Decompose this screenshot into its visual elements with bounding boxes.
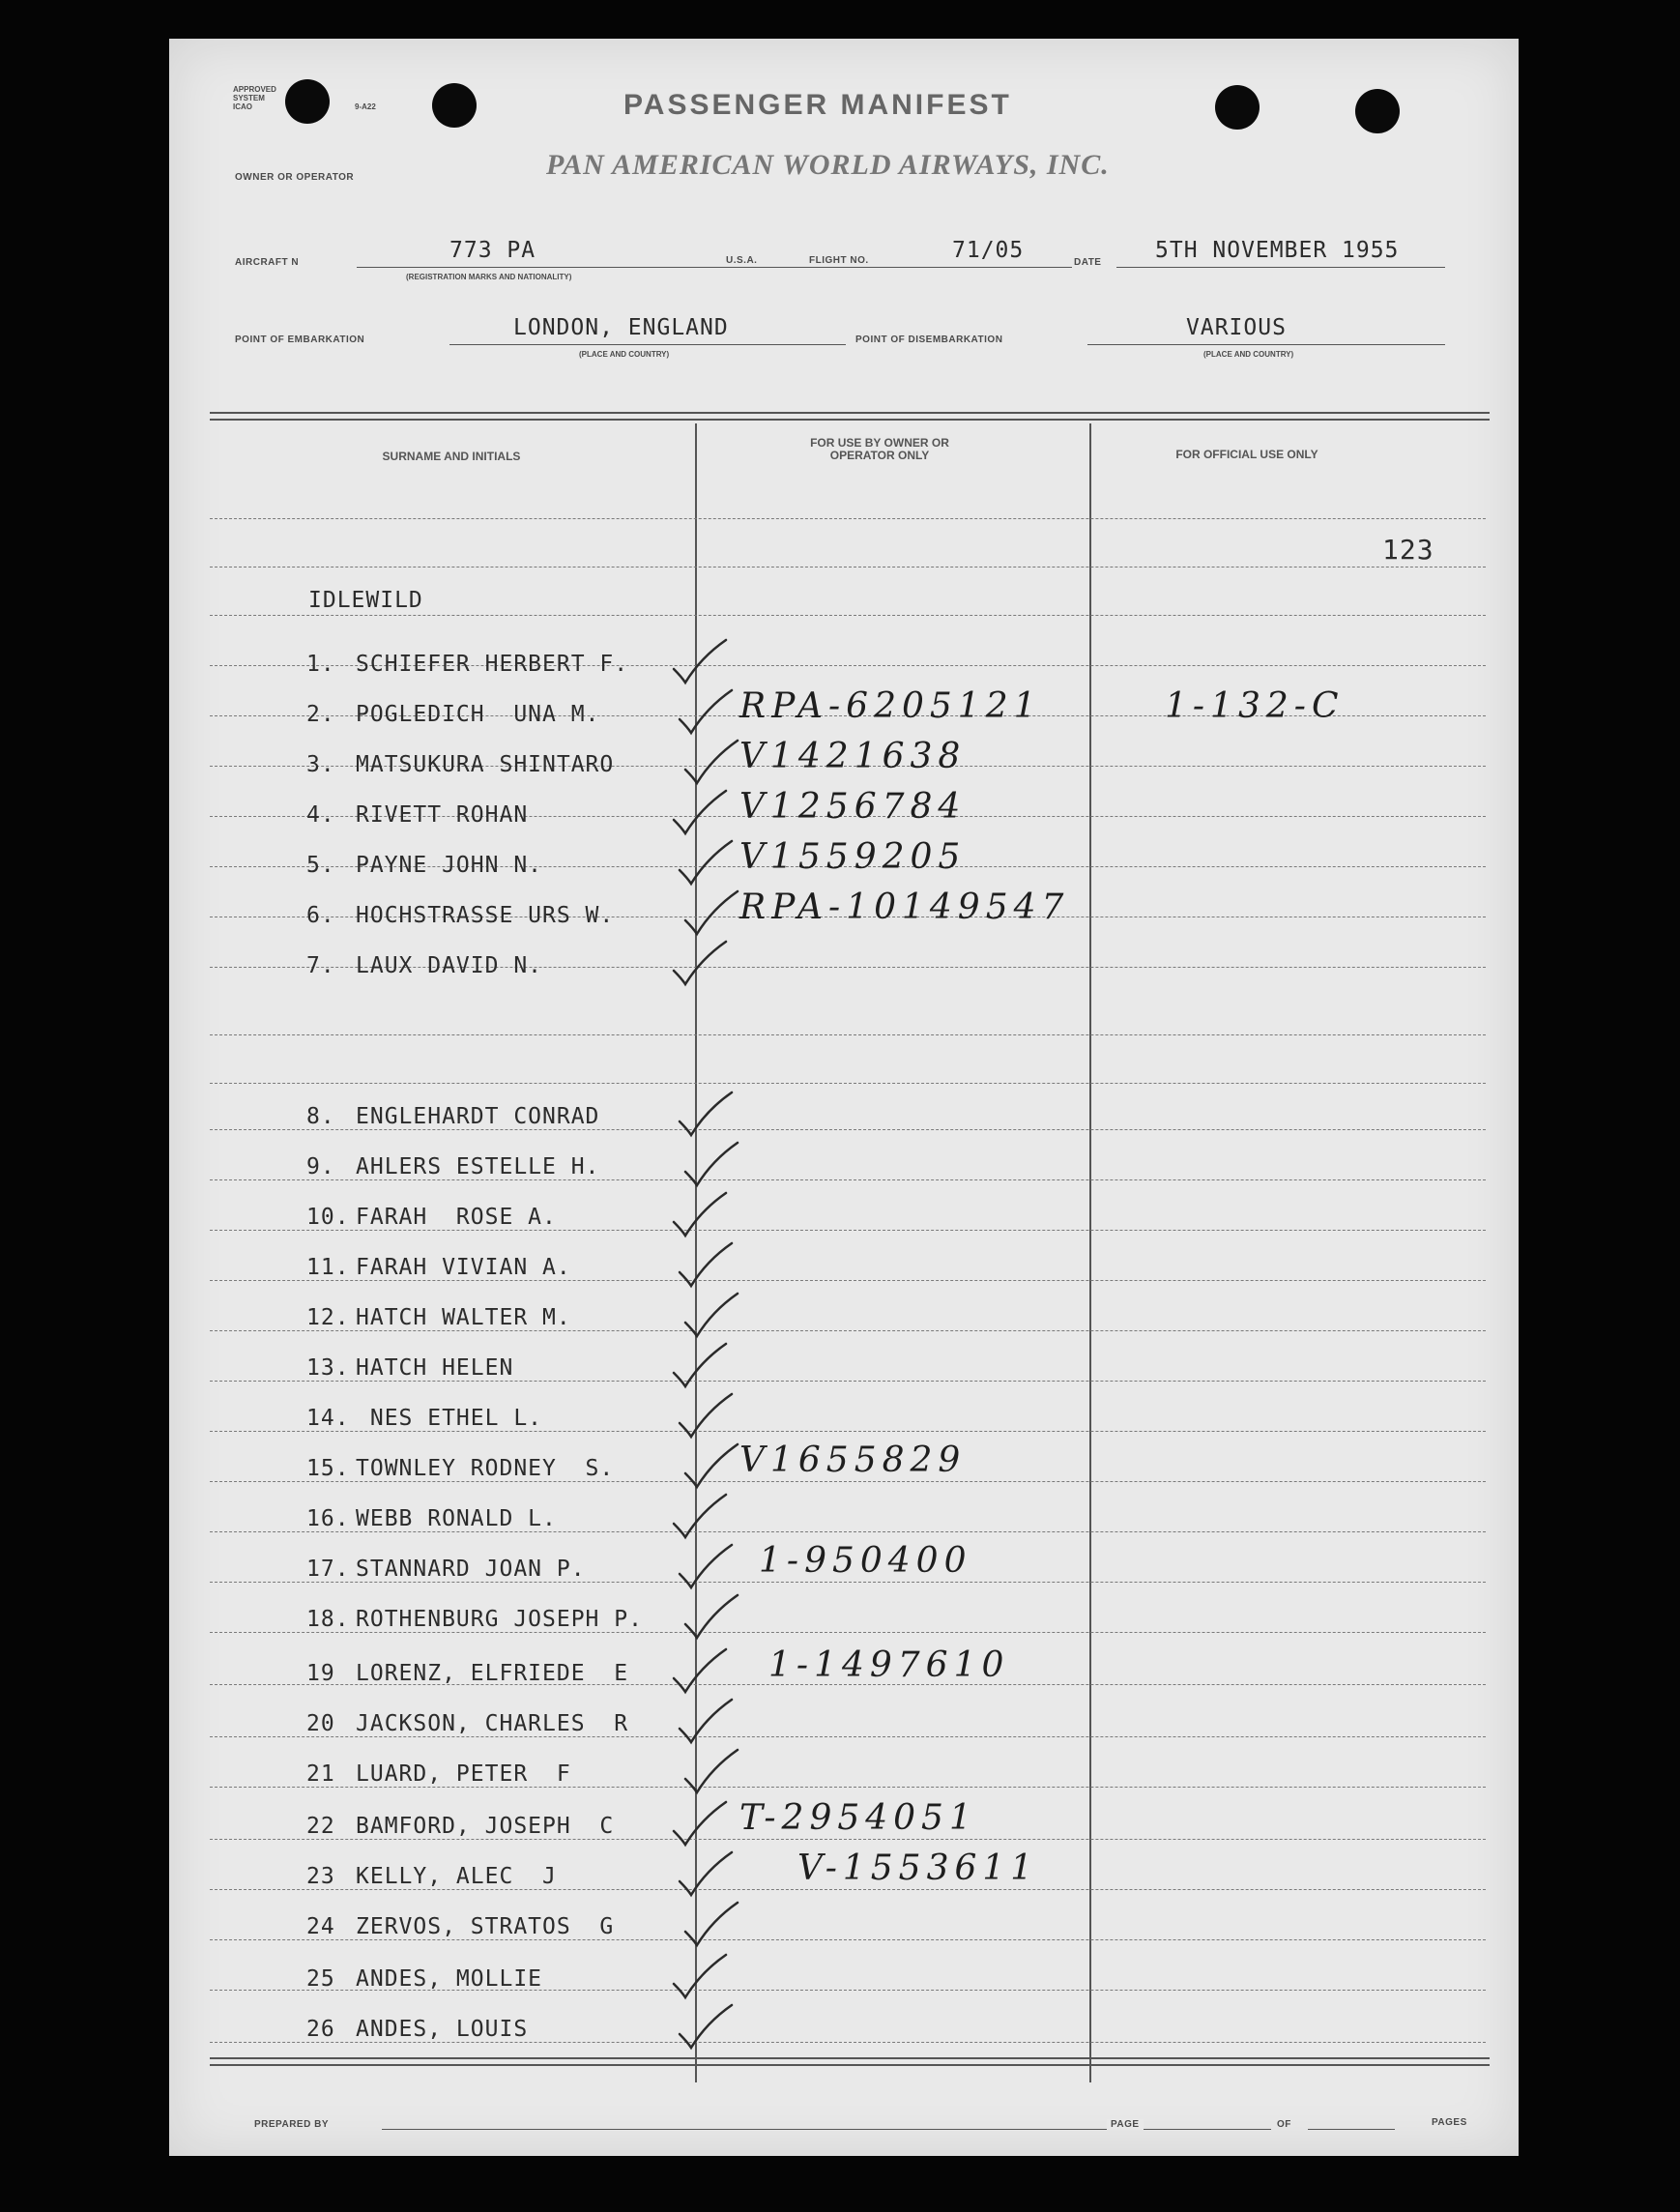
approval-line: SYSTEM <box>233 94 265 102</box>
place-caption: (PLACE AND COUNTRY) <box>579 350 670 359</box>
row-line <box>210 1481 1486 1482</box>
form-title: PASSENGER MANIFEST <box>623 89 1012 121</box>
check-mark-icon <box>672 1657 705 1678</box>
passenger-name: FARAH VIVIAN A. <box>356 1255 571 1280</box>
passenger-number: 14. <box>306 1406 350 1431</box>
passenger-number: 16. <box>306 1506 350 1531</box>
passenger-name: LUARD, PETER F <box>356 1761 571 1787</box>
check-mark-icon <box>678 1707 710 1729</box>
flight-value: 71/05 <box>952 238 1025 263</box>
passenger-name: FARAH ROSE A. <box>356 1205 557 1230</box>
check-mark-icon <box>672 1352 705 1373</box>
passenger-number: 1. <box>306 652 335 677</box>
passenger-number: 3. <box>306 752 335 777</box>
check-mark-icon <box>678 2013 710 2034</box>
check-mark-icon <box>678 1251 710 1272</box>
check-mark-icon <box>672 1963 705 1984</box>
check-mark-icon <box>672 799 705 820</box>
approval-line: ICAO <box>233 102 252 111</box>
flight-label: FLIGHT NO. <box>809 255 869 266</box>
check-mark-icon <box>678 1860 710 1881</box>
passenger-number: 13. <box>306 1355 350 1381</box>
disembarkation-label: POINT OF DISEMBARKATION <box>855 335 1003 345</box>
passenger-name: HATCH WALTER M. <box>356 1305 571 1330</box>
passenger-number: 23 <box>306 1864 335 1889</box>
passport-number: V1559205 <box>739 837 967 877</box>
row-line <box>210 1381 1486 1382</box>
row-line <box>210 567 1486 568</box>
passenger-number: 4. <box>306 802 335 828</box>
aircraft-label: AIRCRAFT N <box>235 257 300 268</box>
punch-hole <box>285 79 330 124</box>
passenger-number: 21 <box>306 1761 335 1787</box>
punch-hole <box>1215 85 1260 130</box>
row-line <box>210 1034 1486 1035</box>
prepared-by-label: PREPARED BY <box>254 2119 329 2130</box>
official-note: 1-132-C <box>1165 686 1345 726</box>
check-mark-icon <box>672 1201 705 1222</box>
check-mark-icon <box>678 1553 710 1574</box>
column-header-owner-use: FOR USE BY OWNER OR OPERATOR ONLY <box>810 436 949 462</box>
check-mark-icon <box>683 1301 716 1323</box>
check-mark-icon <box>683 1910 716 1932</box>
passenger-name: HATCH HELEN <box>356 1355 514 1381</box>
passenger-number: 11. <box>306 1255 350 1280</box>
passenger-name: SCHIEFER HERBERT F. <box>356 652 629 677</box>
check-mark-icon <box>683 899 716 920</box>
passenger-number: 22 <box>306 1814 335 1839</box>
passenger-name: AHLERS ESTELLE H. <box>356 1154 600 1179</box>
embarkation-label: POINT OF EMBARKATION <box>235 335 365 345</box>
passport-number: V1421638 <box>739 737 967 776</box>
row-line <box>210 1889 1486 1890</box>
punch-hole <box>432 83 477 128</box>
check-mark-icon <box>678 1402 710 1423</box>
owner-label: OWNER OR OPERATOR <box>235 172 355 183</box>
passenger-name: STANNARD JOAN P. <box>356 1557 586 1582</box>
passenger-number: 19 <box>306 1661 335 1686</box>
passport-number: 1-950400 <box>759 1541 972 1581</box>
check-mark-icon <box>678 1100 710 1121</box>
check-mark-icon <box>683 748 716 770</box>
passenger-number: 7. <box>306 953 335 978</box>
manifest-page <box>169 39 1519 2156</box>
passenger-number: 12. <box>306 1305 350 1330</box>
check-mark-icon <box>672 648 705 669</box>
column-header-official-use: FOR OFFICIAL USE ONLY <box>1175 448 1318 461</box>
column-header-surname: SURNAME AND INITIALS <box>382 450 521 463</box>
passport-number: 1-1497610 <box>768 1645 1010 1685</box>
row-line <box>210 1582 1486 1583</box>
row-line <box>210 1632 1486 1633</box>
check-mark-icon <box>672 949 705 971</box>
passenger-number: 20 <box>306 1711 335 1736</box>
passenger-name: ANDES, MOLLIE <box>356 1966 543 1992</box>
passenger-name: MATSUKURA SHINTARO <box>356 752 615 777</box>
row-line <box>210 1531 1486 1532</box>
passport-number: V1256784 <box>739 787 967 827</box>
page-number: 123 <box>1382 534 1434 566</box>
row-line <box>210 1736 1486 1737</box>
passenger-name: RIVETT ROHAN <box>356 802 529 828</box>
passenger-name: TOWNLEY RODNEY S. <box>356 1456 615 1481</box>
check-mark-icon <box>683 1452 716 1473</box>
disembarkation-value: VARIOUS <box>1186 315 1287 340</box>
page-label: PAGE <box>1107 2119 1144 2130</box>
of-label: OF <box>1277 2119 1291 2130</box>
place-caption: (PLACE AND COUNTRY) <box>1203 350 1294 359</box>
punch-hole <box>1355 89 1400 133</box>
passenger-name: BAMFORD, JOSEPH C <box>356 1814 615 1839</box>
row-line <box>210 1230 1486 1231</box>
row-line <box>210 1431 1486 1432</box>
registration-caption: (REGISTRATION MARKS AND NATIONALITY) <box>406 273 572 281</box>
passenger-number: 10. <box>306 1205 350 1230</box>
row-line <box>210 1939 1486 1940</box>
row-line <box>210 2042 1486 2043</box>
passenger-name: HOCHSTRASSE URS W. <box>356 903 615 928</box>
date-value: 5TH NOVEMBER 1955 <box>1155 238 1400 263</box>
passenger-number: 18. <box>306 1607 350 1632</box>
passport-number: RPA-10149547 <box>739 888 1070 927</box>
passenger-number: 9. <box>306 1154 335 1179</box>
nationality: U.S.A. <box>726 255 758 266</box>
passport-number: RPA-6205121 <box>739 686 1042 726</box>
passport-number: V-1553611 <box>797 1848 1039 1888</box>
passenger-number: 15. <box>306 1456 350 1481</box>
check-mark-icon <box>678 849 710 870</box>
passenger-name: WEBB RONALD L. <box>356 1506 557 1531</box>
operator-name: PAN AMERICAN WORLD AIRWAYS, INC. <box>546 149 1110 181</box>
passenger-number: 8. <box>306 1104 335 1129</box>
passenger-name: POGLEDICH UNA M. <box>356 702 600 727</box>
passenger-name: ENGLEHARDT CONRAD <box>356 1104 600 1129</box>
check-mark-icon <box>683 1150 716 1172</box>
passenger-name: JACKSON, CHARLES R <box>356 1711 629 1736</box>
section-label: IDLEWILD <box>308 588 423 613</box>
row-line <box>210 1280 1486 1281</box>
passenger-number: 24 <box>306 1914 335 1939</box>
passenger-number: 5. <box>306 853 335 878</box>
passenger-number: 25 <box>306 1966 335 1992</box>
passenger-number: 26 <box>306 2017 335 2042</box>
check-mark-icon <box>678 698 710 719</box>
passenger-name: ZERVOS, STRATOS G <box>356 1914 615 1939</box>
row-line <box>210 615 1486 616</box>
passenger-name: KELLY, ALEC J <box>356 1864 557 1889</box>
check-mark-icon <box>672 1502 705 1524</box>
row-line <box>210 1330 1486 1331</box>
passenger-number: 17. <box>306 1557 350 1582</box>
row-line <box>210 1129 1486 1130</box>
passport-number: T-2954051 <box>739 1798 977 1838</box>
check-mark-icon <box>672 1810 705 1831</box>
passenger-number: 2. <box>306 702 335 727</box>
row-line <box>210 1839 1486 1840</box>
passenger-name: NES ETHEL L. <box>356 1406 543 1431</box>
row-line <box>210 1787 1486 1788</box>
approval-line: APPROVED <box>233 85 276 94</box>
row-line <box>210 518 1486 519</box>
passenger-name: LORENZ, ELFRIEDE E <box>356 1661 629 1686</box>
aircraft-value: 773 PA <box>449 238 536 263</box>
row-line <box>210 1083 1486 1084</box>
date-label: DATE <box>1074 257 1102 268</box>
passenger-name: LAUX DAVID N. <box>356 953 543 978</box>
passenger-number: 6. <box>306 903 335 928</box>
check-mark-icon <box>683 1758 716 1779</box>
pages-label: PAGES <box>1432 2117 1467 2128</box>
check-mark-icon <box>683 1603 716 1624</box>
row-line <box>210 1179 1486 1180</box>
passenger-name: PAYNE JOHN N. <box>356 853 543 878</box>
passenger-name: ROTHENBURG JOSEPH P. <box>356 1607 643 1632</box>
approval-stamp <box>233 85 276 111</box>
passenger-name: ANDES, LOUIS <box>356 2017 529 2042</box>
approval-code: 9-A22 <box>355 102 376 111</box>
passport-number: V1655829 <box>739 1441 967 1480</box>
embarkation-value: LONDON, ENGLAND <box>513 315 729 340</box>
